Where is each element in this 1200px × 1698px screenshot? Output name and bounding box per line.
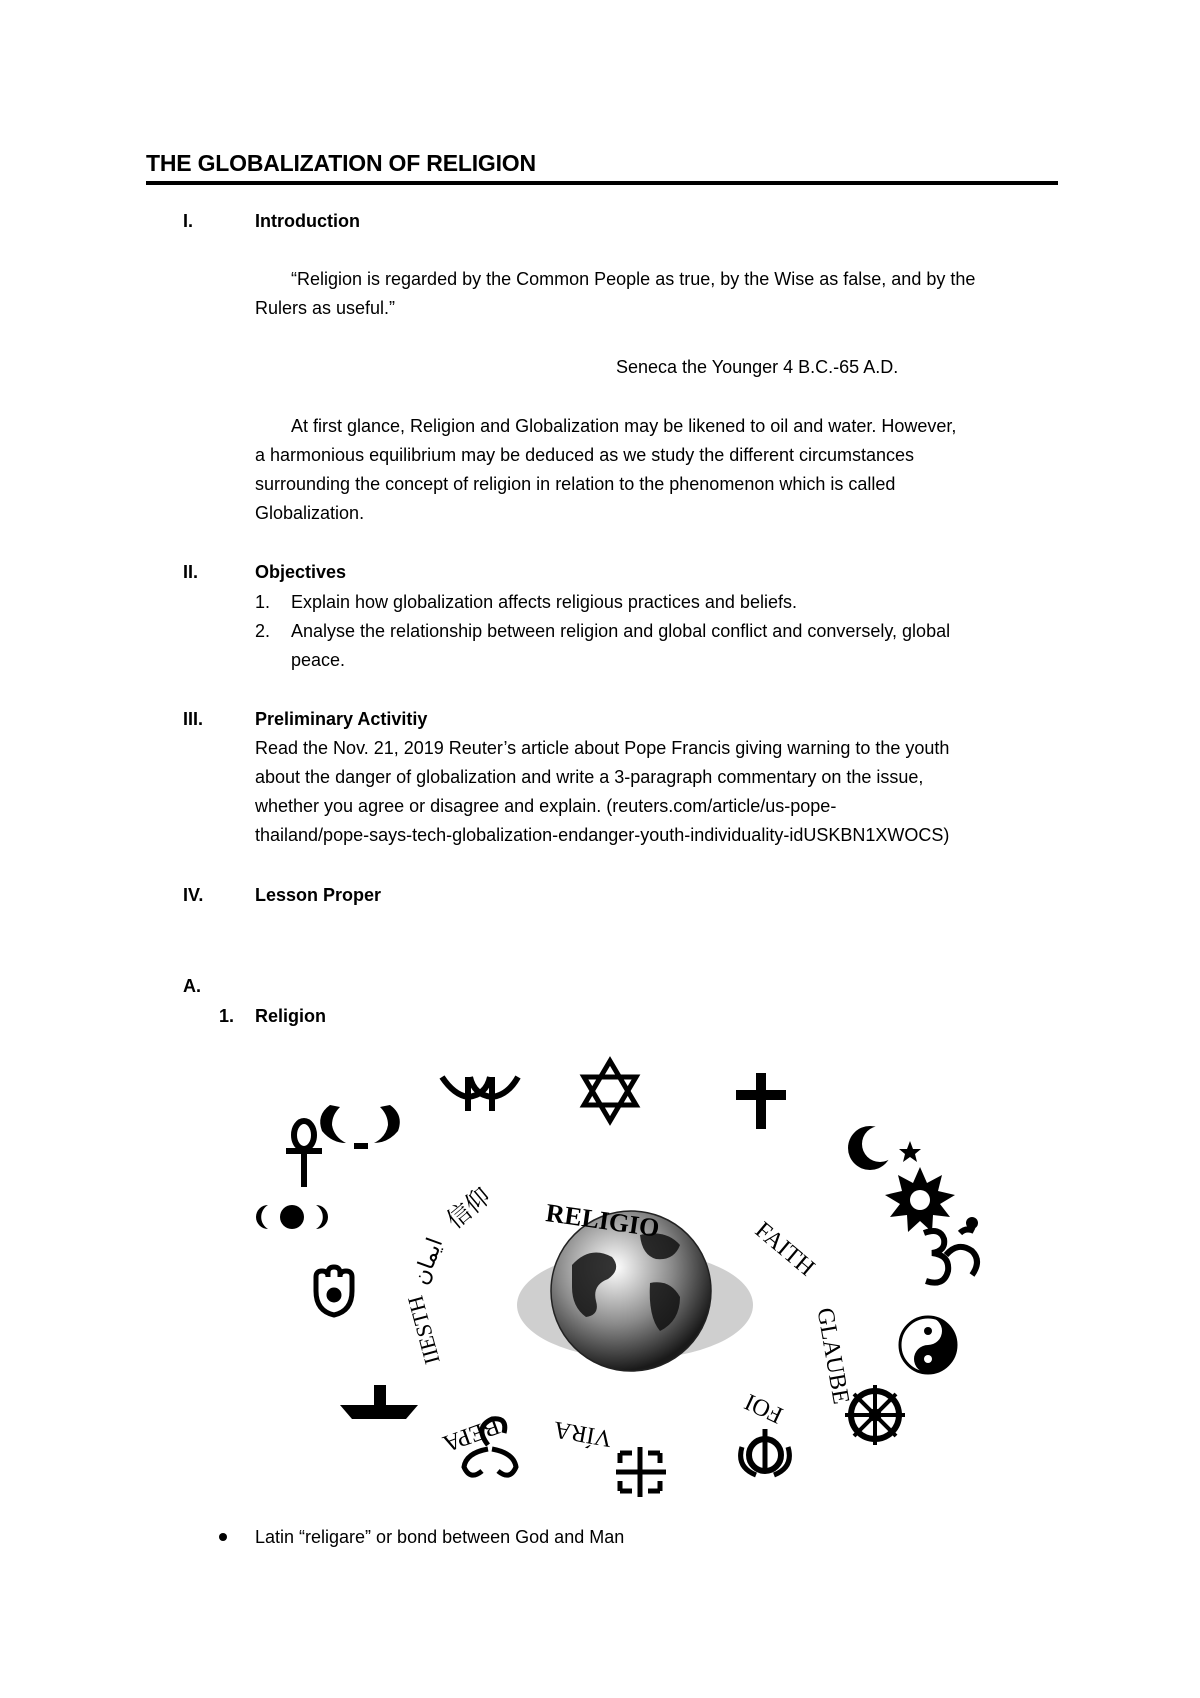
- algiz-rune-icon: [442, 1077, 518, 1111]
- objective-number: 2.: [255, 621, 271, 641]
- star-of-david-icon: [584, 1061, 636, 1121]
- section-numeral-objectives: II.: [183, 562, 199, 582]
- objective-text-continued: peace.: [291, 650, 346, 670]
- ring-word: VÍRA: [551, 1415, 614, 1452]
- hamsa-icon: [316, 1267, 352, 1315]
- ring-word: GLAUBE: [811, 1305, 854, 1407]
- section-numeral-lesson: IV.: [183, 885, 204, 905]
- intro-paragraph-line-4: Globalization.: [255, 503, 365, 523]
- quote-line-2: Rulers as useful.”: [255, 298, 396, 318]
- objective-text: Analyse the relationship between religion and global conflict and conversely, global: [291, 621, 951, 641]
- quote-line-1: “Religion is regarded by the Common People as true, by the Wise as false, and by the: [291, 269, 976, 289]
- objective-text: Explain how globalization affects religious practices and beliefs.: [291, 592, 797, 612]
- bahai-star-icon: [885, 1167, 955, 1232]
- section-numeral-activity: III.: [183, 709, 204, 729]
- activity-line-3: whether you agree or disagree and explain. (reuters.com/article/us-pope-: [255, 796, 837, 816]
- activity-line-2: about the danger of globalization and write a 3-paragraph commentary on the issue,: [255, 767, 924, 787]
- document-title: THE GLOBALIZATION OF RELIGION: [146, 150, 536, 176]
- ring-word: FAITH: [749, 1217, 820, 1282]
- section-heading-lesson: Lesson Proper: [255, 885, 382, 905]
- subsection-heading: Religion: [255, 1006, 326, 1026]
- section-heading-activity: Preliminary Activitiy: [255, 709, 428, 729]
- ring-word: ВЕРА: [439, 1412, 503, 1457]
- ankh-icon: [286, 1121, 322, 1187]
- objective-number: 1.: [255, 592, 271, 612]
- section-heading-objectives: Objectives: [255, 562, 347, 582]
- intro-paragraph-line-1: At first glance, Religion and Globalization may be likened to oil and water. However,: [291, 416, 957, 436]
- activity-line-4: thailand/pope-says-tech-globalization-endanger-youth-individuality-idUSKBN1XWOCS): [255, 825, 950, 845]
- ring-word: IIESTH: [402, 1293, 445, 1367]
- triple-moon-icon: [256, 1205, 328, 1229]
- intro-paragraph-line-3: surrounding the concept of religion in relation to the phenomenon which is called: [255, 474, 896, 494]
- bullet-text: Latin “religare” or bond between God and Man: [255, 1527, 625, 1547]
- activity-line-1: Read the Nov. 21, 2019 Reuter’s article about Pope Francis giving warning to the youth: [255, 738, 950, 758]
- subsection-letter: A.: [183, 976, 201, 996]
- ring-word: RELIGIO: [544, 1198, 662, 1243]
- intro-paragraph-line-2: a harmonious equilibrium may be deduced as we study the different circumstances: [255, 445, 915, 465]
- ring-word: FOI: [740, 1388, 788, 1428]
- vegvisir-icon: [616, 1447, 666, 1497]
- laurel-wreath-icon: [320, 1105, 400, 1149]
- dharma-wheel-icon: [845, 1385, 905, 1445]
- bullet-point: [219, 1533, 227, 1541]
- ring-word: 信仰: [442, 1183, 496, 1235]
- ring-word: ایمان: [407, 1234, 448, 1288]
- thor-hammer-icon: [340, 1385, 418, 1419]
- quote-attribution: Seneca the Younger 4 B.C.-65 A.D.: [616, 357, 899, 377]
- title-underline: [146, 181, 1058, 185]
- section-heading-intro: Introduction: [255, 211, 360, 231]
- khanda-icon: [741, 1429, 790, 1475]
- yin-yang-icon: [900, 1317, 956, 1373]
- latin-cross-icon: [736, 1073, 786, 1129]
- religion-symbols-figure: [220, 1055, 1050, 1500]
- section-numeral-intro: I.: [183, 211, 194, 231]
- crescent-star-icon: [848, 1126, 921, 1170]
- om-icon: [924, 1220, 977, 1283]
- subsection-number: 1.: [219, 1006, 235, 1026]
